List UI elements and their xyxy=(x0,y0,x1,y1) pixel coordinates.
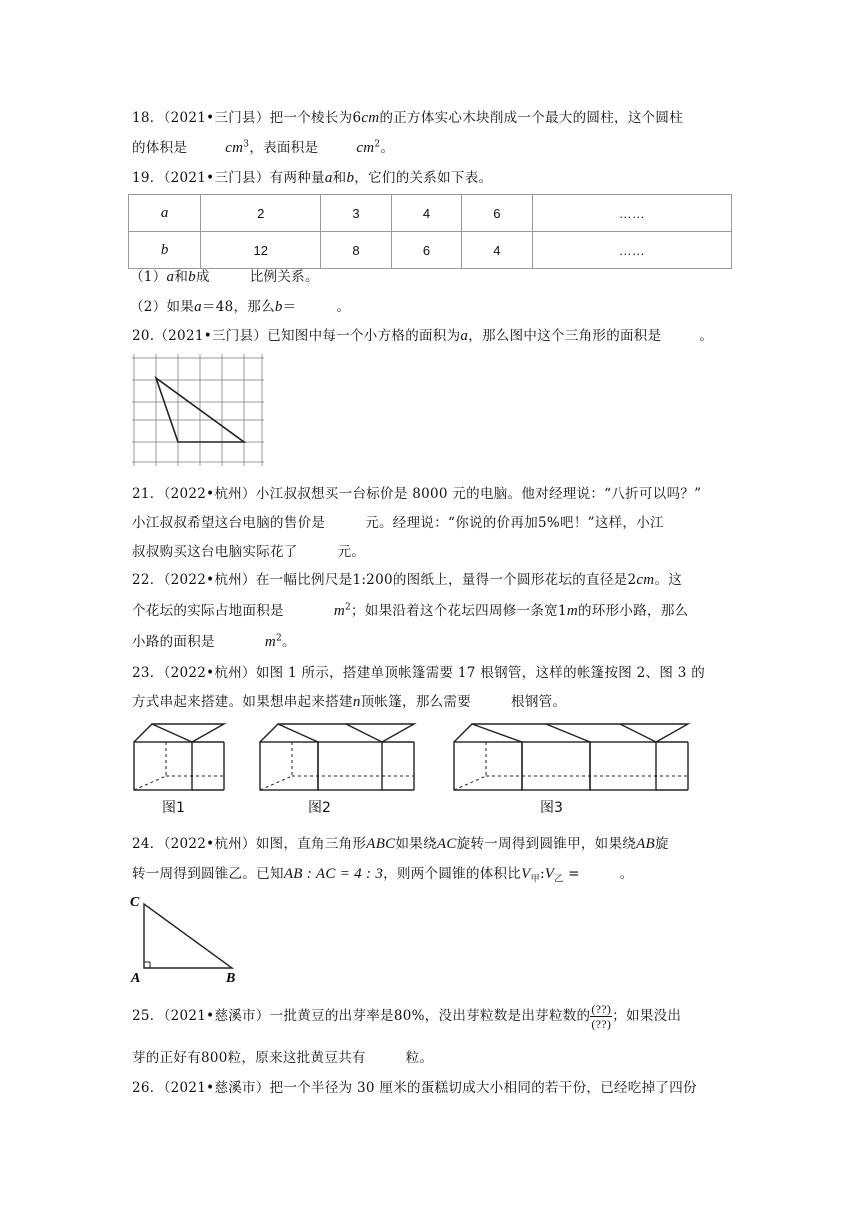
right-triangle-figure xyxy=(128,892,248,984)
q24-line2: 转一周得到圆锥乙。已知AB : AC = 4 : 3，则两个圆锥的体积比$V_甲:V_乙$ = 。 xyxy=(132,866,634,885)
table-cell: 6 xyxy=(391,232,461,269)
q18-line2: 的体积是 $cm^3$，表面积是 $cm^2$。 xyxy=(132,139,395,156)
table-cell: 4 xyxy=(462,232,532,269)
q21-line3: 叔叔购买这台电脑实际花了 元。 xyxy=(132,544,366,560)
q21-line1: 21．（2022•杭州）小江叔叔想买一台标价是 8000 元的电脑。他对经理说：“八折可以吗？” xyxy=(132,486,702,502)
triangle-shape xyxy=(144,904,232,968)
table-cell: 8 xyxy=(321,232,391,269)
q24-line1: 24．（2022•杭州）如图，直角三角形ABC如果绕AC旋转一周得到圆锥甲，如果绕AB旋 xyxy=(132,836,669,852)
figure-caption: 图1 xyxy=(162,800,185,816)
table-cell: b xyxy=(129,232,201,269)
table-cell: 4 xyxy=(391,195,461,232)
table-cell: 3 xyxy=(321,195,391,232)
table-cell: …… xyxy=(532,195,731,232)
table-cell: 12 xyxy=(201,232,321,269)
table-row xyxy=(129,232,732,269)
vertex-label-b: B xyxy=(226,971,236,984)
figure-caption: 图2 xyxy=(308,800,331,816)
q22-line1: 22．（2022•杭州）在一幅比例尺是1:200的图纸上，量得一个圆形花坛的直径是2cm。这 xyxy=(132,572,683,588)
q26-line1: 26．（2021•慈溪市）把一个半径为 30 厘米的蛋糕切成大小相同的若干份，已经吃掉了四份 xyxy=(132,1080,697,1096)
q25-line1: 25．（2021•慈溪市）一批黄豆的出芽率是80%，没出芽粒数是出芽粒数的 $\frac{(??)}{(??)}$ ；如果没出 xyxy=(132,1002,682,1031)
tent-figure-2 xyxy=(256,716,422,794)
tent-figure-1 xyxy=(130,716,230,794)
table-cell: a xyxy=(129,195,201,232)
q20-line1: 20.（2021•三门县）已知图中每一个小方格的面积为a，那么图中这个三角形的面积是 。 xyxy=(132,328,714,344)
q19-line1: 19．（2021•三门县）有两种量a和b，它们的关系如下表。 xyxy=(132,170,493,186)
q21-line2: 小江叔叔希望这台电脑的售价是 元。经理说：“你说的价再加5%吧！”这样，小江 xyxy=(132,515,664,531)
q19-part1: （1）a和b成 比例关系。 xyxy=(130,269,319,285)
q19-part2: （2）如果a＝48，那么b＝ 。 xyxy=(130,299,351,315)
q23-line2: 方式串起来搭建。如果想串起来搭建n顶帐篷，那么需要 根钢管。 xyxy=(132,694,567,710)
table-cell: 6 xyxy=(462,195,532,232)
table-cell: …… xyxy=(532,232,731,269)
relation-table xyxy=(128,194,732,269)
vertex-label-c: C xyxy=(130,895,140,910)
grid-triangle-figure xyxy=(132,354,268,466)
table-row xyxy=(129,195,732,232)
fraction: $\frac{(??)}{(??)}$ xyxy=(591,1002,612,1031)
figure-caption: 图3 xyxy=(540,800,563,816)
q18-line1: 18．（2021•三门县）把一个棱长为6cm的正方体实心木块削成一个最大的圆柱，这个圆柱 xyxy=(132,110,684,126)
q22-line2: 个花坛的实际占地面积是 $m^2$；如果沿着这个花坛四周修一条宽1m的环形小路，那么 xyxy=(132,602,689,619)
q25-line2: 芽的正好有800粒，原来这批黄豆共有 粒。 xyxy=(132,1050,434,1066)
tent-figure-3 xyxy=(450,716,694,794)
vertex-label-a: A xyxy=(131,971,141,984)
q23-line1: 23．（2022•杭州）如图 1 所示，搭建单顶帐篷需要 17 根钢管，这样的帐篷按图 2、图 3 的 xyxy=(132,665,706,681)
q22-line3: 小路的面积是 $m^2$。 xyxy=(132,633,296,650)
table-cell: 2 xyxy=(201,195,321,232)
